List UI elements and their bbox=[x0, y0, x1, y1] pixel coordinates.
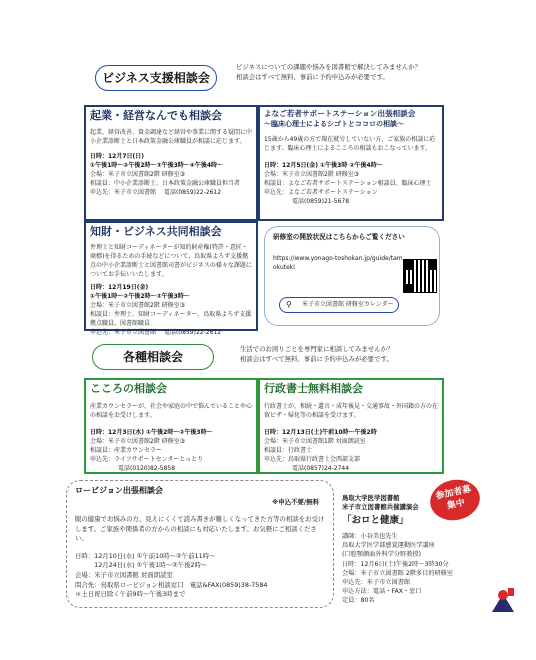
ip-description: 弁理士と知財コーディネーターが知的財産権(特許・意匠・商標)を得るための手続などについて、鳥取県よろず支援拠点の中小企業診断士と図書館司書がビジネスの様々な課題についてお手伝いいたします。 bbox=[90, 244, 252, 278]
lecture-line: (口腔顎顔面外科学分野教授) bbox=[342, 551, 422, 559]
kokoro-apply: 申込先：ライフサポートセンターとっとり bbox=[90, 456, 204, 463]
startup-title: 起業・経営なんでも相談会 bbox=[90, 109, 222, 122]
youth-description: 15歳から49歳の方で現在就労していない方、ご家族の相談に応じます。臨床心理士によるこころの相談もおこなっています。 bbox=[264, 136, 436, 152]
ip-consultation-box bbox=[84, 221, 258, 336]
gyosei-counselor: 相談員：行政書士 bbox=[264, 447, 313, 454]
kokoro-date: 日時：12月3日(水) ①午後2時～②午後3時～ bbox=[90, 429, 213, 436]
startup-tel: 電話(0859)22-2612 bbox=[164, 189, 222, 196]
ip-apply: 申込先：米子市立図書館 bbox=[90, 329, 157, 336]
various-consultation-pill: 各種相談会 bbox=[92, 344, 214, 370]
business-intro-line: ビジネスについての課題や悩みを図書館で解決してみませんか？ bbox=[236, 63, 422, 71]
low-vision-line: 12月24日(水) ①午後1時～②午後2時～ bbox=[75, 561, 208, 570]
youth-counselor: 相談員：よなご若者サポートステーション相談員、臨床心理士 bbox=[264, 180, 432, 187]
calendar-heading: 研修室の開放状況はこちらからご覧ください bbox=[273, 233, 405, 241]
youth-tel: 電話(0859)21-5678 bbox=[292, 198, 350, 205]
lecture-line: 鳥取大学医学部感覚運動医学講座 bbox=[342, 542, 435, 550]
ip-times: ①午後1時～②午後2時～③午後3時～ bbox=[90, 293, 190, 300]
youth-support-box bbox=[258, 105, 444, 221]
ip-title: 知財・ビジネス共同相談会 bbox=[90, 225, 222, 238]
various-intro-line: 生活でのお困りごとを専門家に相談してみませんか？ bbox=[240, 345, 394, 353]
low-vision-note: ※申込不要/無料 bbox=[272, 498, 319, 506]
kokoro-counselor: 相談員：産業カウンセラー bbox=[90, 447, 163, 454]
lecture-line: 会場：米子市立図書館 2階多目的研修室 bbox=[342, 569, 454, 577]
low-vision-line: 会場：米子市立図書館 対面朗読室 bbox=[75, 570, 173, 579]
startup-consultation-box bbox=[84, 105, 258, 221]
youth-subtitle: ～臨床心理士によるシゴトとココロの相談～ bbox=[264, 120, 404, 128]
startup-place: 会場：米子市立図書館2階 研修室③ bbox=[90, 171, 186, 178]
youth-date: 日時：12月5日(金) ①午後3時 ②午後4時～ bbox=[264, 162, 383, 169]
business-intro bbox=[236, 62, 516, 82]
gyosei-date: 日時：12月13日(土)午前10時～午後2時 bbox=[264, 429, 377, 436]
startup-date: 日時：12月7日(日) bbox=[90, 153, 145, 160]
lecture-title: 「おロと健康」 bbox=[342, 515, 409, 526]
kokoro-consultation-box bbox=[84, 378, 258, 474]
gyosei-place: 会場：米子市立図書館1階 対面朗読室 bbox=[264, 438, 366, 445]
gyosei-apply: 申込先：鳥取県行政書士会西部支部 bbox=[264, 456, 361, 463]
lecture-line: 講師：小谷美也先生 bbox=[342, 533, 398, 540]
startup-apply: 申込先：米子市立図書館 bbox=[90, 189, 157, 196]
lecture-line: 申込先：米子市立図書館 bbox=[342, 579, 411, 587]
kokoro-description: 産業カウンセラーが、社会や家庭の中で悩んでいることや心の相談をお受けします。 bbox=[90, 403, 253, 419]
lecture-line: 申込方法：電話・FAX・窓口 bbox=[342, 588, 422, 596]
ip-date: 日時：12月19日(金) bbox=[90, 284, 149, 291]
search-icon: ⚲ bbox=[286, 300, 292, 309]
recruiting-badge-text: 参加者募集中 bbox=[434, 484, 473, 512]
ip-counselor: 相談員：弁理士、知財コーディネーター、鳥取県よろず支援拠点職員、図書館職員 bbox=[90, 311, 252, 327]
kokoro-title: こころの相談会 bbox=[90, 382, 167, 395]
kokoro-place: 会場：米子市立図書館2階 研修室③ bbox=[90, 438, 186, 445]
low-vision-line: 日時：12月10日(水) ①午前10時～②午前11時～ bbox=[75, 551, 216, 560]
ip-tel: 電話(0859)22-2612 bbox=[164, 329, 222, 336]
low-vision-line: ＊土日祝日除く午前9時～午後3時まで bbox=[75, 590, 186, 599]
low-vision-box bbox=[66, 480, 334, 608]
calendar-search-label: 米子市立図書館 研修室カレンダー bbox=[302, 301, 394, 308]
lecture-line: 定員：80名 bbox=[342, 597, 375, 605]
kokoro-tel: 電話(0120)82-5858 bbox=[118, 465, 176, 472]
lecture-co-host: 米子市立図書館共催講演会 bbox=[342, 503, 419, 511]
various-intro-line: 相談会はすべて無料、事前に予約申込みが必要です。 bbox=[240, 355, 393, 363]
training-room-calendar-box bbox=[264, 226, 440, 326]
low-vision-title: ロービジョン出張相談会 bbox=[75, 486, 163, 495]
business-intro-line: 相談会はすべて無料、事前に予約申込みが必要です。 bbox=[236, 73, 389, 81]
startup-times: ①午後1時～②午後2時～③午後3時～④午後4時～ bbox=[90, 162, 224, 169]
youth-title: よなご若者サポートステーション出張相談会 bbox=[264, 109, 416, 118]
calendar-search-bar[interactable] bbox=[279, 297, 399, 313]
calendar-url-link[interactable]: https://www.yonago-toshokan.jp/guide/tamokuteki bbox=[273, 255, 403, 271]
gyosei-tel: 電話(0857)24-2744 bbox=[292, 465, 350, 472]
low-vision-line: 問合先：鳥取県ロービジョン相談窓口 電話&FAX(0859)38-7584 bbox=[75, 580, 268, 589]
various-intro bbox=[240, 344, 520, 364]
administrative-scrivener-box bbox=[258, 378, 444, 474]
gyosei-description: 行政書士が、相続・遺言・成年後見・交通事故・外国籍の方の在留ビザ・帰化等の相談を受けます。 bbox=[264, 403, 439, 419]
youth-place: 会場：米子市立図書館2階 研修室③ bbox=[264, 171, 360, 178]
startup-counselor: 相談員：中小企業診断士、日本政策金融公庫職員担当者 bbox=[90, 180, 241, 187]
qr-code-icon[interactable] bbox=[403, 259, 437, 293]
lecture-organizer: 鳥取大学医学図書館 bbox=[342, 494, 400, 502]
gyosei-title: 行政書士無料相談会 bbox=[264, 382, 363, 395]
business-support-pill: ビジネス支援相談会 bbox=[95, 65, 217, 91]
mascot-icon bbox=[488, 586, 518, 614]
startup-description: 起業、経営改善、資金調達など経営や事業に関する疑問に中小企業診断士と日本政策金融公庫職員が相談に応じます。 bbox=[90, 129, 253, 145]
ip-place: 会場：米子市立図書館2階 研修室③ bbox=[90, 302, 186, 309]
low-vision-description: 眼の健康でお悩みの方、見えにくくて読み書きが難しくなってきた方等の相談をお受けします。ご家族や関係者の方からの相談にも対応いたします。お気軽にご相談ください。 bbox=[75, 515, 325, 543]
youth-apply: 申込先：よなご若者サポートステーション bbox=[264, 189, 378, 196]
lecture-line: 日時：12月6日(土)午後2時～3時30分 bbox=[342, 560, 449, 568]
